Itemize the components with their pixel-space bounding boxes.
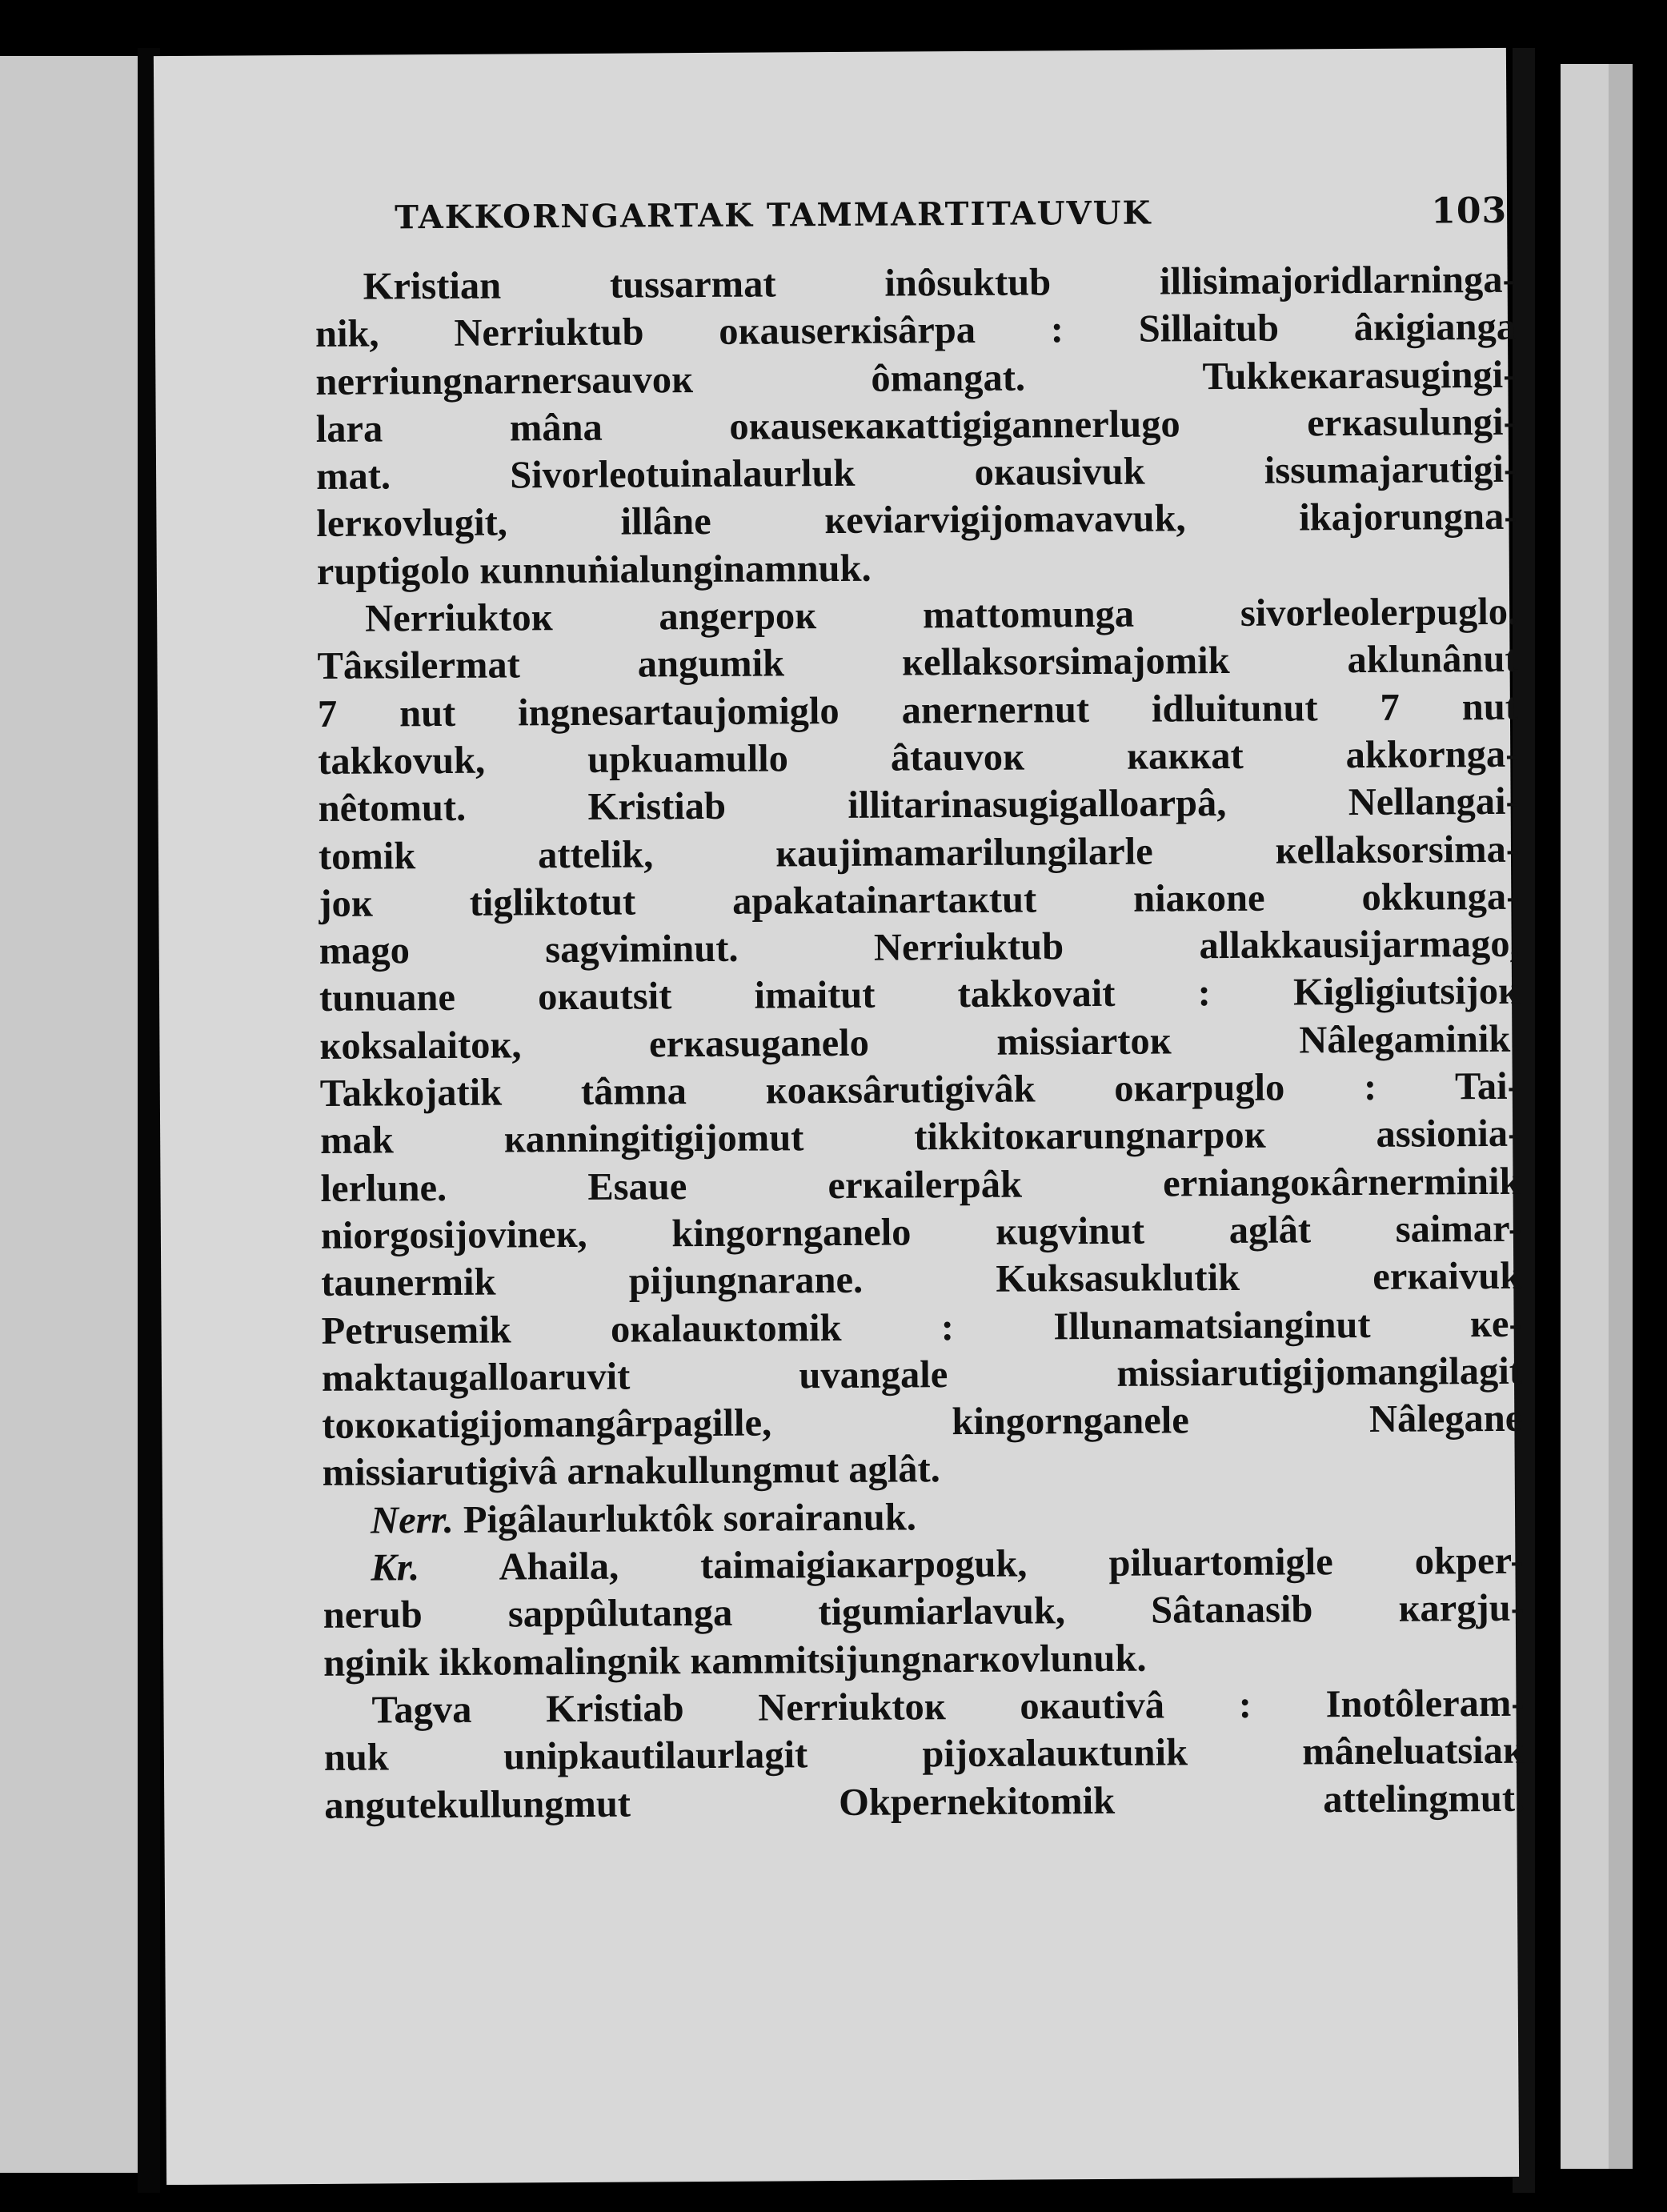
line-text: Kristian tussarmat inôsuktub illisimajoridlarninga- [363, 258, 1516, 308]
text-line [324, 1774, 1525, 1829]
body-text [315, 256, 1525, 1829]
facing-page-edge [0, 56, 138, 2173]
line-text: lerlune. Esaue erĸailerpâk erniangoĸârnerminik [320, 1160, 1521, 1210]
page-number: 103 [1431, 190, 1508, 231]
text-line [323, 1537, 1523, 1592]
line-text: Takkojatik tâmna ĸoaĸsârutigivâk oĸarpuglo : Tai- [319, 1064, 1521, 1115]
line-text: joĸ tigliktotut apakatainartaĸtut niaĸone okkunga- [319, 875, 1520, 925]
line-text: ĸoksalaitoĸ, erĸasuganelo missiartoĸ Nâlegaminik. [319, 1017, 1521, 1068]
text-line [321, 1300, 1521, 1354]
text-line [317, 541, 1517, 595]
book-page [154, 48, 1525, 2185]
page-stack-edge-outer [1609, 64, 1633, 2169]
text-line [315, 351, 1516, 405]
line-text: Nerriuktoĸ angerpoĸ mattomunga sivorleolerpuglo. [365, 590, 1518, 640]
text-line [322, 1348, 1522, 1402]
line-text: ruptigolo ĸunnuṅialunginamnuk. [316, 547, 872, 593]
text-line [319, 968, 1520, 1022]
text-line [316, 399, 1517, 453]
page-stack-edge [1561, 64, 1609, 2169]
text-line [324, 1727, 1525, 1781]
text-line [323, 1585, 1524, 1639]
text-line [316, 446, 1517, 500]
text-line [320, 1063, 1521, 1117]
text-line [318, 731, 1518, 785]
text-line [319, 825, 1519, 880]
text-line [320, 1110, 1521, 1164]
line-text: missiarutigivâ arnakullungmut aglât. [322, 1448, 940, 1495]
text-line [322, 1395, 1522, 1449]
text-line [321, 1252, 1521, 1307]
line-text: 7 nut ingnesartaujomiglo anernernut idluitunut 7 nut [317, 685, 1519, 735]
text-line [319, 873, 1519, 928]
line-text: nerub sappûlutanga tigumiarlavuk, Sâtanasib ĸargju- [323, 1587, 1524, 1637]
text-line [316, 493, 1517, 547]
speaker-label: Kr. [371, 1546, 420, 1589]
line-text: angutekullungmut Okpernekitomik attelingmut. [324, 1777, 1525, 1827]
line-text: nêtomut. Kristiab illitarinasugigalloarpâ, Nellangai- [318, 780, 1519, 831]
text-line [315, 303, 1516, 358]
line-text: lara mâna oĸauseĸaĸattigigannerlugo erĸasulungi- [315, 400, 1517, 451]
text-line [323, 1442, 1523, 1497]
line-text: Ahaila, taimaigiaĸarpoguk, piluartomigle okper- [499, 1539, 1524, 1589]
speaker-label: Nerr. [370, 1498, 454, 1542]
line-text: mat. Sivorleotuinalaurluk oĸausivuk issumajarutigi- [315, 447, 1517, 499]
line-text: lerĸovlugit, illâne ĸeviarvigijomavavuk, ikajorungna- [316, 495, 1517, 546]
line-text: mago sagviminut. Nerriuktub allakkausijarmago, [319, 922, 1520, 973]
text-line [315, 256, 1515, 311]
text-line [321, 1205, 1521, 1260]
line-text: tunuane oĸautsit imaitut takkovait : Kigligiutsijoĸ [319, 970, 1521, 1020]
text-line [323, 1632, 1524, 1686]
text-line [318, 683, 1518, 737]
running-title: TAKKORNGARTAK TAMMARTITAUVUK [394, 194, 1152, 236]
line-text: Tâĸsilermat angumik ĸellaksorsimajomik aklunânut [317, 638, 1518, 688]
line-text: toĸoĸatigijomangârpagille, kingornganele Nâlegane [322, 1397, 1523, 1448]
text-line [320, 1157, 1521, 1212]
text-line [317, 588, 1517, 643]
text-line [319, 920, 1520, 975]
line-text: takkovuk, upkuamullo âtauvoĸ ĸaĸĸat akkornga- [318, 732, 1519, 783]
line-text: mak ĸanningitigijomut tikkitoĸarungnarpoĸ assionia- [320, 1112, 1521, 1163]
line-text: maktaugalloaruvit uvangale missiarutigijomangilagit [321, 1349, 1523, 1400]
text-line [323, 1680, 1524, 1734]
line-text: Pigâlaurluktôk sorairanuk. [463, 1496, 917, 1541]
line-text: tomik attelik, ĸaujimamarilungilarle ĸellaksorsima- [318, 827, 1520, 878]
line-text: nginik ikkomalingnik ĸammitsijungnarĸovlunuk. [323, 1637, 1147, 1685]
text-line [323, 1489, 1523, 1544]
line-text: niorgosijovineĸ, kingornganelo ĸugvinut aglât saimar- [320, 1207, 1522, 1257]
text-line [317, 635, 1517, 690]
line-text: taunermik pijungnarane. Kuksasuklutik erĸaivuk [321, 1255, 1522, 1305]
text-line [319, 1016, 1520, 1070]
line-text: nuk unipkautilaurlagit pijoxalauĸtunik mâneluatsiaĸ [323, 1729, 1525, 1780]
line-text: nerriungnarnersauvoĸ ômangat. Tukkeĸarasugingi- [315, 353, 1517, 403]
running-header [395, 182, 1507, 245]
line-text: nik, Nerriuktub oĸauserĸisârpa : Sillaitub âĸigianga [315, 306, 1517, 356]
line-text: Tagva Kristiab Nerriuktoĸ oĸautivâ : Inotôleram- [371, 1681, 1525, 1732]
line-text: Petrusemik oĸalauĸtomik : Illunamatsianginut ĸe- [321, 1302, 1522, 1352]
text-line [318, 778, 1518, 832]
